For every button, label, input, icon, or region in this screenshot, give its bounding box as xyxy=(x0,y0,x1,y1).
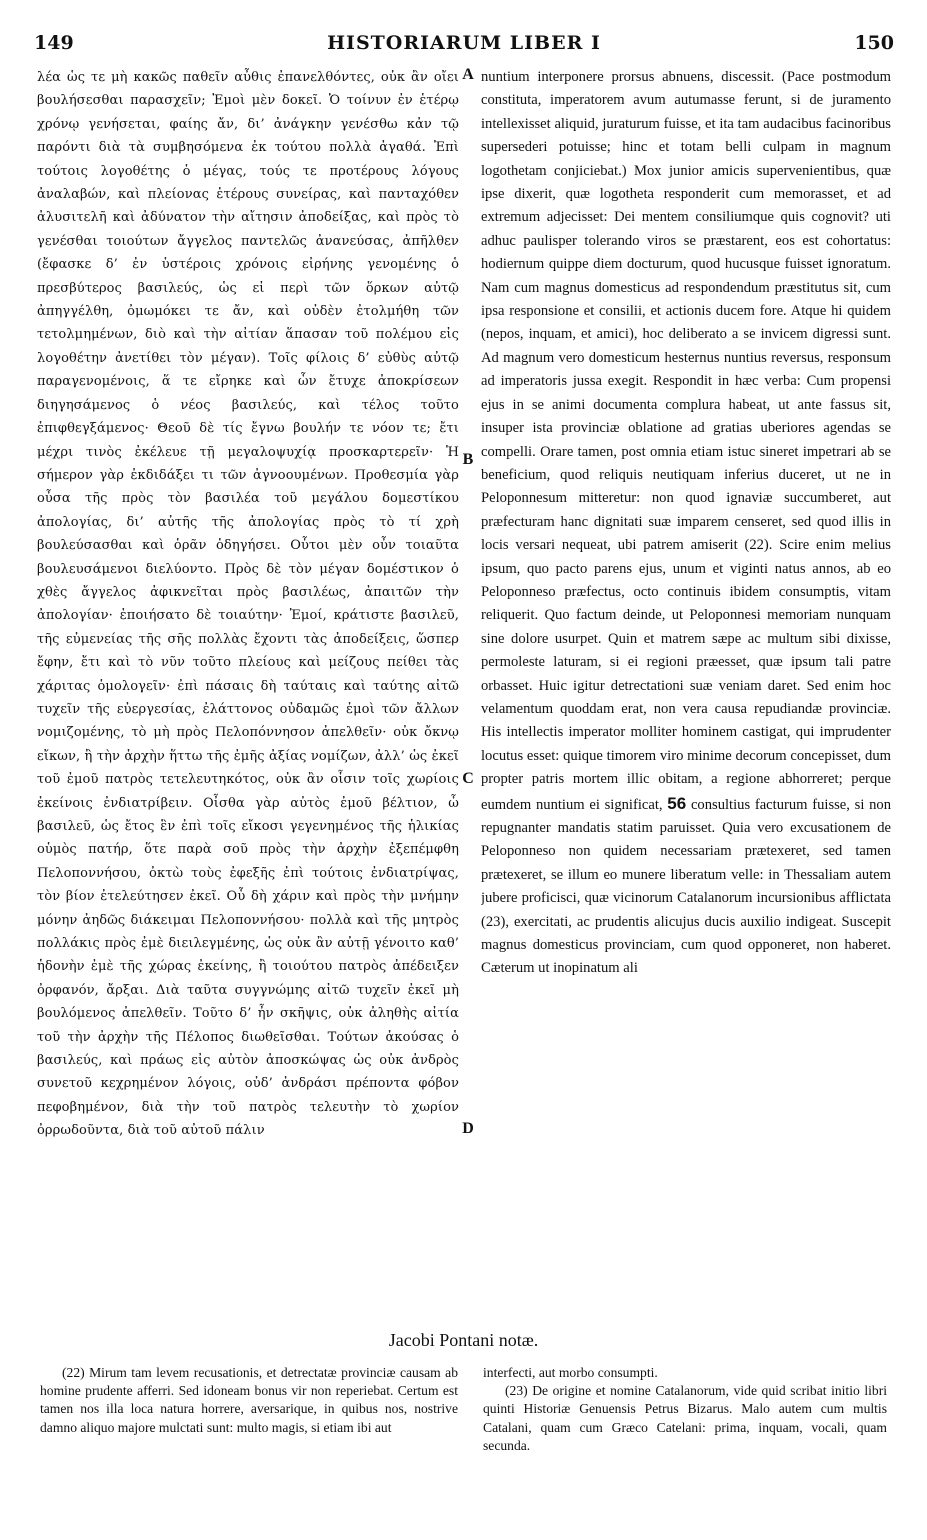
notes-left-column xyxy=(40,1364,458,1514)
latin-text-a: nuntium interponere prorsus abnuens, discessit. (Pace postmodum constituta, imperatorem avum autumasse ferunt, si de juramento intellexisset aliquid, juraturum fuisse, et ita tam audacibus facinoribus supersederi potuisse; hinc et totam belli culpam in magnum logothetam conjiciebat.) Mox junior amicis supervenientibus, quæ ipse dixerit, quæ logotheta responderit cum memorasset, et ad extremum adjecisset: Dei mentem consiliumque quis cognovit? uti adhuc paulisper tolerando viros se præstarent, eos est cohortatus: hodiernum quippe diem docturum, quod hucusque fuisset ignoratum. Nam cum magnus domesticus ad respondendum præstitutus sit, cum ipsa responsione et consilii, et actionis ducem fore. Atque hi quidem (nepos, inquam, et amici), hoc deliberato a se invicem digressi sunt. Ad magnum vero domesticum hesternus nuntius reversus, responsum ad imperatoris jussa exegit. Respondit in hæc verba: Cum propensi ejus in se animi documenta complura habeat, ut ante fassus sit, insuper ista provinciæ oblatione ad gratias uberiores agendas se compelli. Orare tamen, post omnia etiam istuc sineret impetrari ab se beneficium, quod reliquis neutiquam inferius duceret, ut ne in Peloponnesum mitteretur: non quod ignaviæ succumberet, aut præfecturam hanc dignitati suæ imparem censeret, sed quod illis in locis versari nequeat, ubi patrem amiserit (22). Scire enim melius ipsum, quo pacto parens ejus, unum et viginti natus annos, ab eo Peloponneso præfectus, octo continuis ibidem consumptis, vitam reliquerit. Quo factum deinde, ut Peloponnesi memoriam nunquam sine dolore usurpet. Quin et matrem sæpe ac multum sibi dixisse, permoleste laturam, si ei regioni præesset, quæ ipsum tali patre orbasset. Huic igitur detrectationi suæ veniam daret. Sed enim hoc velamentum quoddam erat, non vera causa repudiandæ provinciæ. His intellectis imperator molliter hominem castigat, qui imprudenter locutus esset: quique timorem viro minime decorum concepisset, dum propter patris mortem illic obitam, a regione abhorreret; perque eumdem nuntium ei significat, xyxy=(481,69,891,813)
notes-title: Jacobi Pontani notæ. xyxy=(388,1330,539,1350)
footnote-22-continuation: interfecti, aut morbo consumpti. xyxy=(483,1365,658,1380)
greek-column xyxy=(37,66,459,1318)
margin-marker-d: D xyxy=(462,1120,474,1137)
greek-text: λέα ὡς τε μὴ κακῶς παθεῖν αὖθις ἐπανελθόντες, οὐκ ἂν οἴει βουλήσεσθαι παρασχεῖν; Ἐμοὶ μὲν δοκεῖ. Ὁ τοίνυν ἐν ἑτέρῳ χρόνῳ γενήσεται, φαίης ἄν, δι’ ἀνάγκην γενέσθω κἀν τῷ παρόντι διὰ τὰ συμβησόμενα ἐκ τούτου πολλὰ ἀγαθά. Ἐπὶ τούτοις λογοθέτης ὁ μέγας, τούς τε προτέρους λόγους ἀναλαβών, καὶ πλείονας ἑτέρους συνείρας, καὶ πανταχόθεν ἀλυσιτελῆ καὶ ἀδύνατον τὴν αἴτησιν ἀποδείξας, καὶ πρὸς τὸ γενέσθαι τοιούτων ἄγγελος παντελῶς ἀνανεύσας, ἀπῆλθεν (ἔφασκε δ’ ἐν ὑστέροις χρόνοις εἰρήνης γενομένης ὁ πρεσβύτερος βασιλεύς, ὡς εἰ περὶ τῶν ὅρκων αὐτῷ ἀπηγγέλθη, ὀμωμόκει τε ἄν, καὶ οὐδὲν ἐτολμήθη τῶν τετολμημένων, διὸ καὶ τὴν αἰτίαν ἅπασαν τοῦ πολέμου εἰς λογοθέτην ἀνετίθει τὸν μέγαν). Τοῖς φίλοις δ’ εὐθὺς αὐτῷ παραγενομένοις, ἅ τε εἴρηκε καὶ ὧν ἔτυχε ἀποκρίσεων διηγησάμενος ὁ νέος βασιλεύς, καὶ τέλος τοῦτο ἐπιφθεγξάμενος· Θεοῦ δὲ τίς ἔγνω βουλήν τε νόον τε; ἔτι μέχρι τινὸς ἐκέλευε τῇ μεγαλοψυχίᾳ προσκαρτερεῖν· Ἡ σήμερον γὰρ ἐκδιδάξει τι τῶν ἀγνοουμένων. Προθεσμία γὰρ οὖσα τῆς πρὸς τὸν βασιλέα τοῦ μεγάλου δομεστίκου ἀπολογίας, δι’ αὐτῆς τῆς ἀπολογίας πρὸς τὸ τί χρὴ βουλεύσασθαι καὶ ὁρᾶν ὁδηγήσει. Οὗτοι μὲν οὖν τοιαῦτα βουλευσάμενοι διελύοντο. Πρὸς δὲ τὸν μέγαν δομέστικον ὁ χθὲς ἄγγελος ἀφικνεῖται πρὸς βασιλέως, ἀπαιτῶν τὴν ἀπολογίαν· ἐποιήσατο δὲ τοιαύτην· Ἐμοί, κράτιστε βασιλεῦ, τῆς εὐμενείας τῆς σῆς πολλὰς ἔχοντι τὰς ἀποδείξεις, ὥσπερ ἔφην, ἔτι καὶ τὸ νῦν τοῦτο πλείους καὶ μείζους πείθει τὰς χάριτας ὁμολογεῖν· ἐπὶ πάσαις δὴ ταύταις καὶ ταύτης αἰτῶ τυχεῖν τῆς εὐεργεσίας, ἐλάττονος οὐδαμῶς ἐμοὶ τῶν ἄλλων νομιζομένης, τὸ μὴ πρὸς Πελοπόννησον ἀπελθεῖν· οὐκ ὄκνῳ εἴκων, ἢ τὴν ἀρχὴν ἥττω τῆς ἐμῆς ἀξίας νομίζων, ἀλλ’ ὡς ἐκεῖ τοῦ ἐμοῦ πατρὸς τετελευτηκότος, οὐκ ἂν οἷσιν τοῖς χωρίοις ἐκείνοις ἐνδιατρίβειν. Οἶσθα γὰρ αὐτὸς ἐμοῦ βέλτιον, ὦ βασιλεῦ, ὡς ἔτος ἓν ἐπὶ τοῖς εἴκοσι γεγενημένος τῆς ἡλικίας οὑμὸς πατήρ, ὅτε παρὰ σοῦ πρὸς τὴν ἀρχὴν ἐξεπέμφθη Πελοποννήσου, ὀκτὼ τοὺς ἐφεξῆς ἐπὶ τούτοις ἐνδιατρίψας, τὸν βίον ἐτελεύτησεν ἐκεῖ. Οὗ δὴ χάριν καὶ πρὸς τὴν μνήμην μόνην ἀηδῶς διάκειμαι Πελοποννήσου· πολλὰ καὶ τῆς μητρὸς πολλάκις πρὸς ἐμὲ διειλεγμένης, ὡς οὐκ ἂν αὐτῇ γένοιτο καθ’ ἡδονὴν ἐμὲ τῆς χώρας ἐκείνης, ἢ τοιούτου πατρὸς ἀπέδειξεν ὀρφανόν, ἄρξαι. Διὰ ταῦτα συγγνώμης αἰτῶ τυχεῖν ἐκεῖ μὴ βουλόμενος ἀπελθεῖν. Τοῦτο δ’ ἦν σκῆψις, οὐκ ἀληθὴς αἰτία τοῦ τὴν ἀρχὴν τῆς Πέλοπος διωθεῖσθαι. Τούτων ἀκούσας ὁ βασιλεύς, καὶ πράως εἰς αὐτὸν ἀποσκώψας ὡς οὐκ ἀνδρὸς συνετοῦ κεχρημένον λόγοις, οὐδ’ ἀνδράσι πρέποντα φόβον πεφοβημένον, διὰ τὴν τοῦ πατρὸς τελευτὴν τὸ χωρίον ὀρρωδοῦντα, διὰ τοῦ αὐτοῦ πάλιν xyxy=(37,70,459,1139)
latin-paragraph xyxy=(481,66,891,981)
margin-marker-b: B xyxy=(462,451,474,468)
footnote-23: (23) De origine et nomine Catalanorum, vide quid scribat initio libri quinti Historiæ Genuensis Petrus Bizarus. Malo autem cum multis Catalani, quam cum Græco Catelani: prima, inquam, vocali, quam secunda. xyxy=(483,1383,887,1453)
page-header xyxy=(34,32,894,56)
page-number-right: 150 xyxy=(854,32,894,54)
running-title: HISTORIARUM LIBER I xyxy=(327,32,601,54)
page-number-left: 149 xyxy=(34,32,74,54)
edition-page-number: 56 xyxy=(667,793,687,813)
footnote-22: (22) Mirum tam levem recusationis, et detrectatæ provinciæ causam ab homine prudente afferri. Sed idoneam bonus vir non reperiebat. Certum est tamen nos illa loca natura horrere, aversarique, in quibus nos, nostrive damno aliquo majore mulctati sunt: multo magis, si etiam ibi aut xyxy=(40,1365,458,1435)
notes-right-column xyxy=(483,1364,887,1514)
margin-marker-a: A xyxy=(462,66,474,83)
latin-text-b: consultius facturum fuisse, si non repugnanter mandatis statim paruisset. Quia vero excusationem de Peloponneso non quidem necessariam prætexeret, sed tamen prætexeret, se illum eo munere liberatum velle: in Thessaliam autem jubere proficisci, quæ vicinorum Catalanorum incursionibus afflictata (23), exercitati, ac prudentis alicujus ducis auxilio indigeat. Suscepit magnus domesticus provinciam, cum quod opponeret, non haberet. Cæterum ut inopinatum ali xyxy=(481,796,891,977)
margin-marker-c: C xyxy=(462,770,474,787)
latin-column xyxy=(481,66,891,1318)
